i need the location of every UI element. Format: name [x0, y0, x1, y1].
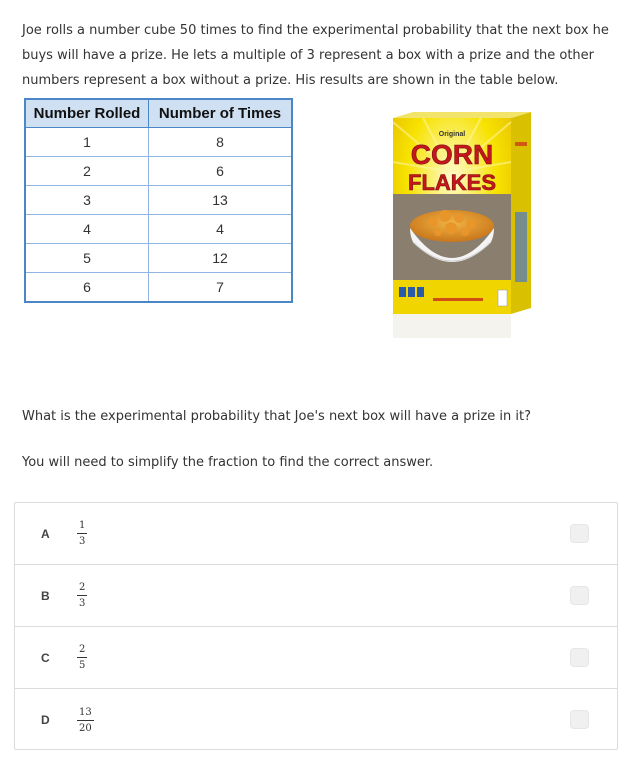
- cereal-box-illustration: [393, 112, 533, 338]
- answer-choices: [14, 502, 618, 750]
- fraction-numerator: 1: [79, 520, 86, 531]
- question-hint: You will need to simplify the fraction to find the correct answer.: [22, 455, 434, 470]
- cell-number-of-times: 12: [149, 244, 293, 273]
- choice-a-checkbox[interactable]: [570, 524, 589, 543]
- cell-number-of-times: 6: [149, 157, 293, 186]
- choice-c-checkbox[interactable]: [570, 648, 589, 667]
- box-small-label: Original: [438, 131, 466, 138]
- choice-fraction: [77, 565, 87, 626]
- choice-fraction: [77, 627, 87, 688]
- cell-number-of-times: 8: [149, 128, 293, 157]
- choice-d-checkbox[interactable]: [570, 710, 589, 729]
- choice-b-checkbox[interactable]: [570, 586, 589, 605]
- choice-letter: A: [41, 526, 50, 541]
- table-header-row: [25, 99, 292, 128]
- fraction-bar: [77, 595, 87, 596]
- choice-a[interactable]: [15, 503, 617, 565]
- fraction-bar: [77, 533, 87, 534]
- fraction-denominator: 5: [79, 660, 86, 671]
- cell-number-rolled: 2: [25, 157, 149, 186]
- fraction-bar: [77, 657, 87, 658]
- header-number-rolled: Number Rolled: [25, 99, 149, 128]
- cell-number-of-times: 7: [149, 273, 293, 303]
- choice-letter: C: [41, 650, 50, 665]
- cell-number-rolled: 6: [25, 273, 149, 303]
- table-row: [25, 273, 292, 303]
- fraction-denominator: 3: [79, 598, 86, 609]
- cell-number-rolled: 3: [25, 186, 149, 215]
- box-title-line1: CORN: [410, 139, 494, 170]
- choice-letter: D: [41, 713, 50, 727]
- cell-number-of-times: 4: [149, 215, 293, 244]
- cell-number-rolled: 4: [25, 215, 149, 244]
- table-row: [25, 157, 292, 186]
- choice-b[interactable]: [15, 565, 617, 627]
- fraction-numerator: 2: [79, 644, 86, 655]
- fraction-bar: [77, 720, 94, 721]
- table-row: [25, 128, 292, 157]
- question-prompt: What is the experimental probability that Joe's next box will have a prize in it?: [22, 409, 531, 424]
- choice-fraction: [77, 503, 87, 564]
- cell-number-rolled: 5: [25, 244, 149, 273]
- fraction-denominator: 20: [79, 722, 92, 734]
- choice-d[interactable]: [15, 689, 617, 751]
- cell-number-rolled: 1: [25, 128, 149, 157]
- cell-number-of-times: 13: [149, 186, 293, 215]
- choice-letter: B: [41, 588, 50, 603]
- header-number-of-times: Number of Times: [149, 99, 293, 128]
- fraction-denominator: 3: [79, 536, 86, 547]
- box-title-line2: FLAKES: [408, 170, 496, 195]
- fraction-numerator: 2: [79, 582, 86, 593]
- table-row: [25, 244, 292, 273]
- fraction-numerator: 13: [79, 706, 92, 718]
- results-table: [24, 98, 293, 303]
- question-intro-text: Joe rolls a number cube 50 times to find the experimental probability that the next box he buys will have a prize. He lets a multiple of 3 represent a box with a prize and the other numbers represent a box without a prize. His results are shown in the table below.: [22, 23, 609, 88]
- choice-c[interactable]: [15, 627, 617, 689]
- table-row: [25, 215, 292, 244]
- choice-fraction: [77, 689, 94, 751]
- corn-flakes-box-image: [393, 112, 533, 338]
- table-row: [25, 186, 292, 215]
